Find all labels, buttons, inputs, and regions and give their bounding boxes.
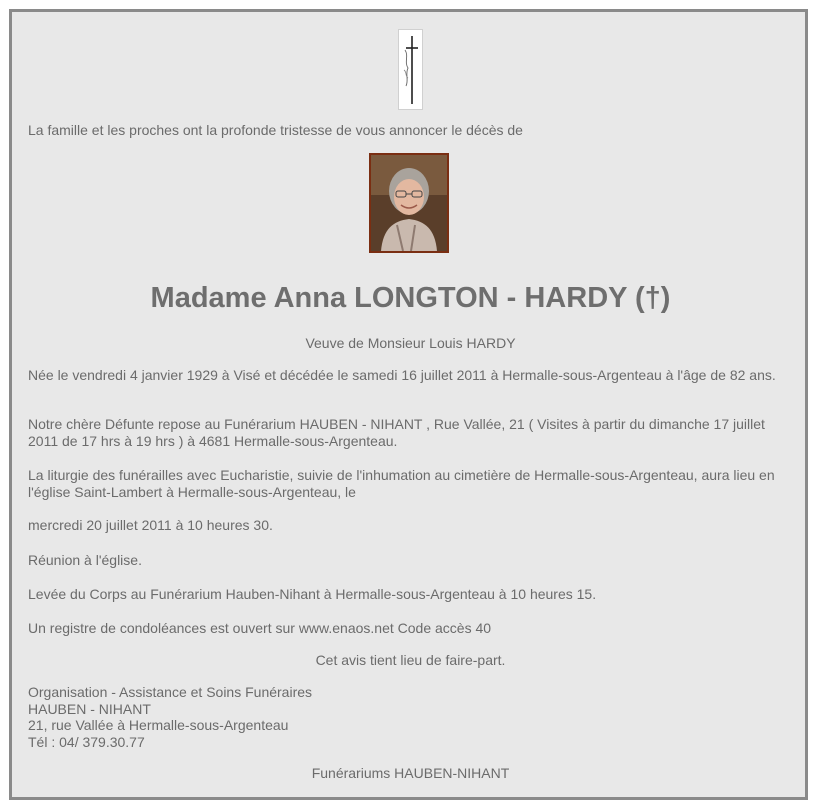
organisation-name: HAUBEN - NIHANT — [28, 700, 151, 717]
cross-icon — [398, 29, 423, 110]
notice-text: Cet avis tient lieu de faire-part. — [315, 652, 506, 668]
birth-death-text: Née le vendredi 4 janvier 1929 à Visé et décédée le samedi 16 juillet 2011 à Hermalle-sous-Argenteau à l'âge de 82 ans. — [28, 367, 776, 383]
widow-of-text: Veuve de Monsieur Louis HARDY — [305, 335, 516, 351]
organisation-line: Organisation - Assistance et Soins Funéraires — [28, 684, 313, 700]
deceased-photo — [369, 153, 449, 253]
deceased-name: Madame Anna LONGTON - HARDY (†) — [150, 282, 671, 314]
reunion-text: Réunion à l'église. — [28, 552, 142, 568]
obituary-frame — [9, 9, 808, 800]
rest-text: Notre chère Défunte repose au Funérarium HAUBEN - NIHANT , Rue Vallée, 21 ( Visites à partir du dimanche 17 juillet 2011 de 17 hrs à 19 hrs ) à 4681 Hermalle-sous-Argenteau. — [28, 416, 765, 449]
organisation-address: 21, rue Vallée à Hermalle-sous-Argenteau — [28, 717, 289, 733]
register-text: Un registre de condoléances est ouvert sur www.enaos.net Code accès 40 — [28, 620, 492, 636]
intro-text: La famille et les proches ont la profonde tristesse de vous annoncer le décès de — [28, 122, 523, 138]
organisation-block — [28, 684, 793, 750]
liturgy-text: La liturgie des funérailles avec Eucharistie, suivie de l'inhumation au cimetière de Hermalle-sous-Argenteau, aura lieu en l'église Saint-Lambert à Hermalle-sous-Argenteau, le — [28, 467, 775, 500]
levee-text: Levée du Corps au Funérarium Hauben-Nihant à Hermalle-sous-Argenteau à 10 heures 15. — [28, 586, 597, 602]
ceremony-date-text: mercredi 20 juillet 2011 à 10 heures 30. — [28, 517, 273, 533]
organisation-phone: Tél : 04/ 379.30.77 — [28, 733, 145, 750]
footer-text: Funérariums HAUBEN-NIHANT — [311, 765, 510, 781]
